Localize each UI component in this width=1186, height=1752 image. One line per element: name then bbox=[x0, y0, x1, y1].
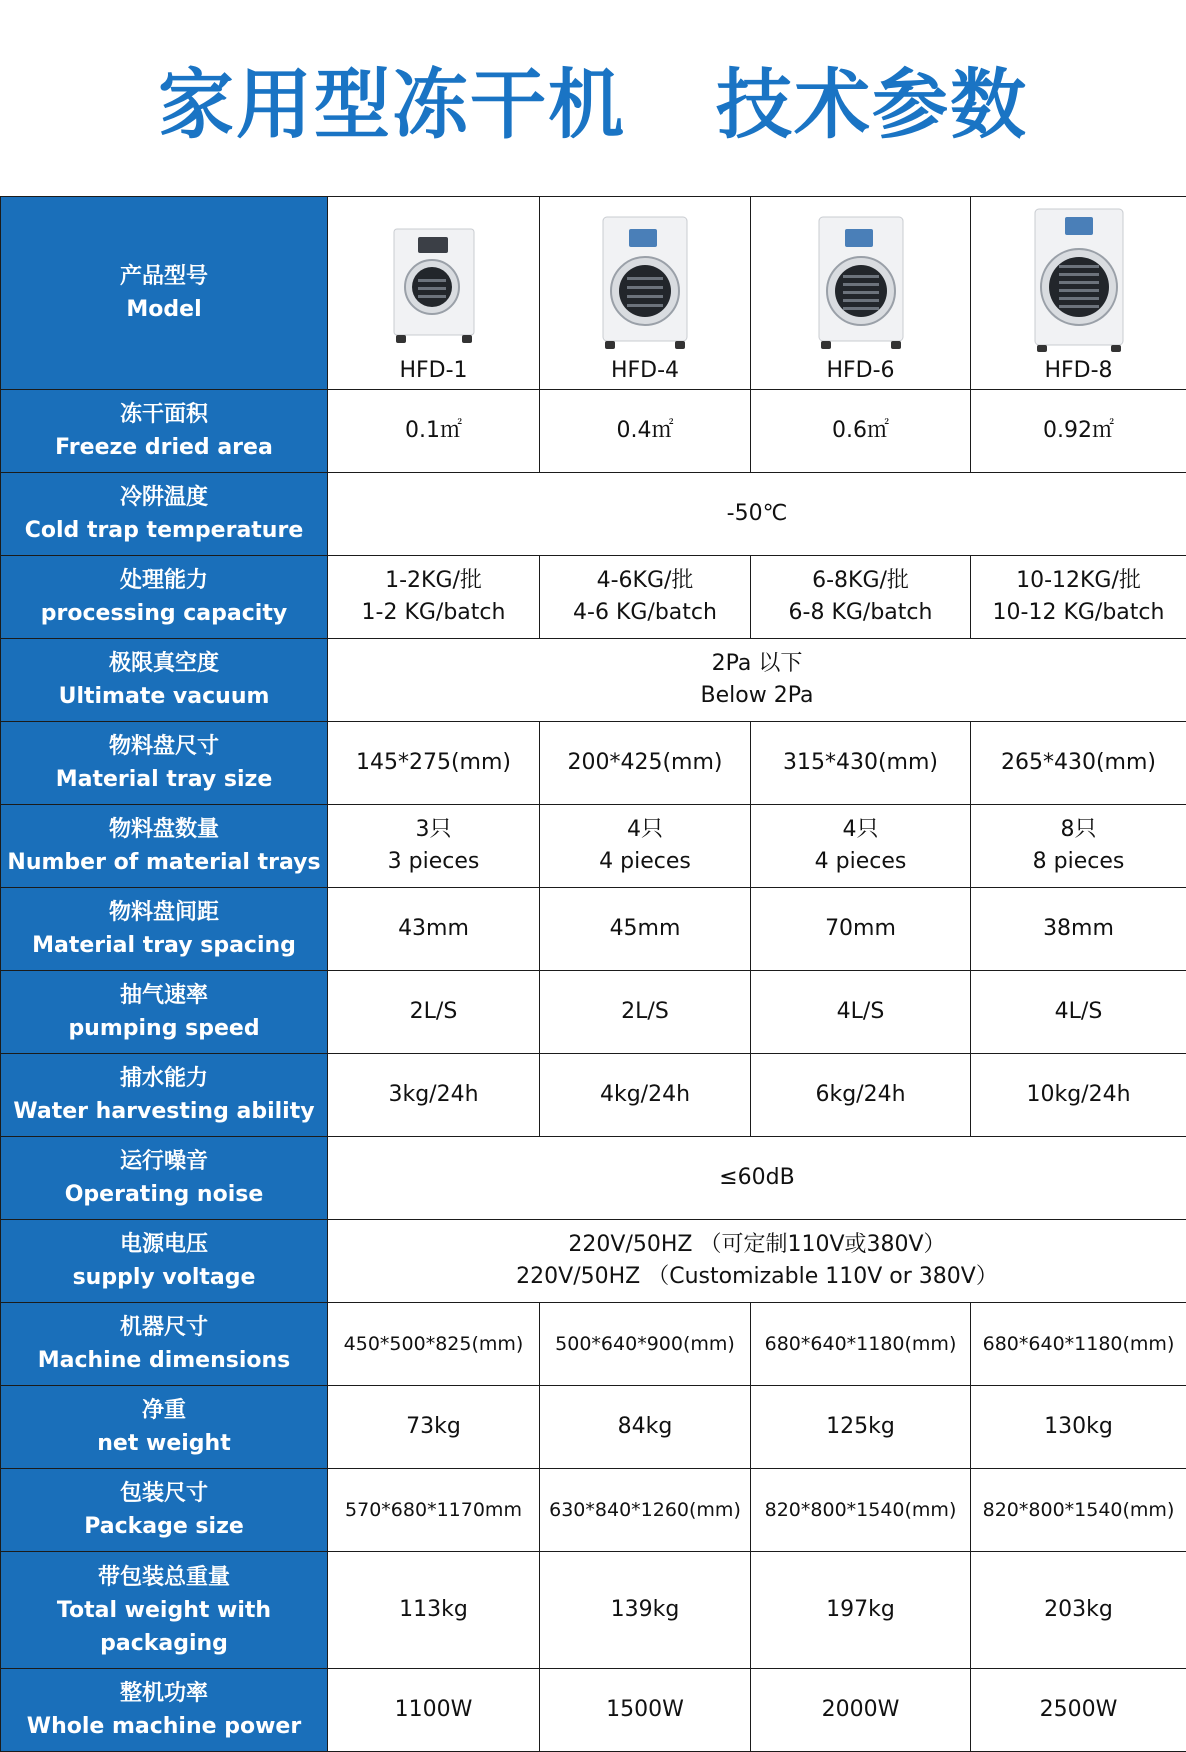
value-cell bbox=[540, 1303, 751, 1386]
row-label-en: Number of material trays bbox=[1, 846, 327, 879]
row-label bbox=[1, 1386, 328, 1469]
value-cell bbox=[971, 971, 1186, 1054]
table-row-model bbox=[1, 197, 1186, 390]
table-row bbox=[1, 556, 1186, 639]
row-label bbox=[1, 1137, 328, 1220]
cell-value: 4L/S bbox=[1055, 999, 1103, 1024]
row-label-zh: 机器尺寸 bbox=[1, 1311, 327, 1344]
cell-value: 10-12KG/批 bbox=[971, 565, 1186, 597]
cell-value: 4L/S bbox=[837, 999, 885, 1024]
value-cell bbox=[540, 1054, 751, 1137]
value-cell bbox=[540, 805, 751, 888]
value-cell bbox=[328, 556, 540, 639]
cell-value: 6-8 KG/batch bbox=[751, 597, 970, 629]
row-label-en: Model bbox=[1, 293, 327, 326]
spec-table bbox=[0, 196, 1186, 1752]
row-label-en: Operating noise bbox=[1, 1178, 327, 1211]
cell-value: 70mm bbox=[825, 916, 896, 941]
cell-value: 38mm bbox=[1043, 916, 1114, 941]
cell-value: 1-2KG/批 bbox=[328, 565, 539, 597]
value-cell bbox=[751, 556, 971, 639]
row-label-en: Material tray spacing bbox=[1, 929, 327, 962]
cell-value: ≤60dB bbox=[328, 1162, 1186, 1194]
value-cell bbox=[971, 1303, 1186, 1386]
cell-value: 1500W bbox=[606, 1697, 684, 1722]
cell-value: 4 pieces bbox=[751, 846, 970, 878]
row-label bbox=[1, 971, 328, 1054]
value-cell bbox=[971, 805, 1186, 888]
cell-value: 630*840*1260(mm) bbox=[549, 1499, 741, 1521]
cell-value: 45mm bbox=[610, 916, 681, 941]
table-row bbox=[1, 805, 1186, 888]
value-cell bbox=[971, 722, 1186, 805]
freeze-dryer-image bbox=[601, 215, 689, 351]
value-cell bbox=[540, 888, 751, 971]
cell-value: 8 pieces bbox=[971, 846, 1186, 878]
cell-value: 43mm bbox=[398, 916, 469, 941]
value-cell bbox=[751, 390, 971, 473]
row-label-en: packaging bbox=[1, 1627, 327, 1660]
cell-value: 113kg bbox=[399, 1597, 468, 1622]
cell-value: 125kg bbox=[826, 1414, 895, 1439]
model-cell-hfd-6 bbox=[751, 197, 971, 390]
table-row bbox=[1, 722, 1186, 805]
value-cell bbox=[971, 1669, 1186, 1752]
table-row bbox=[1, 1054, 1186, 1137]
row-label-en: net weight bbox=[1, 1427, 327, 1460]
cell-value: 315*430(mm) bbox=[783, 750, 938, 775]
value-cell bbox=[328, 1303, 540, 1386]
cell-value: 220V/50HZ （Customizable 110V or 380V） bbox=[328, 1261, 1186, 1293]
model-name: HFD-4 bbox=[540, 355, 750, 387]
table-row bbox=[1, 1469, 1186, 1552]
row-label-en: Cold trap temperature bbox=[1, 514, 327, 547]
value-cell bbox=[971, 1054, 1186, 1137]
row-label-zh: 冻干面积 bbox=[1, 398, 327, 431]
cell-value: 820*800*1540(mm) bbox=[983, 1499, 1175, 1521]
row-label bbox=[1, 473, 328, 556]
value-cell bbox=[751, 805, 971, 888]
cell-value: 820*800*1540(mm) bbox=[765, 1499, 957, 1521]
model-name: HFD-6 bbox=[751, 355, 970, 387]
value-cell bbox=[328, 805, 540, 888]
value-cell bbox=[971, 1386, 1186, 1469]
model-cell-hfd-8 bbox=[971, 197, 1186, 390]
row-label bbox=[1, 1303, 328, 1386]
row-label bbox=[1, 1669, 328, 1752]
cell-value: 0.4㎡ bbox=[617, 418, 674, 443]
value-cell bbox=[540, 1469, 751, 1552]
cell-value: 0.1㎡ bbox=[405, 418, 462, 443]
merged-value-cell bbox=[328, 1137, 1186, 1220]
value-cell bbox=[328, 390, 540, 473]
cell-value: 2L/S bbox=[621, 999, 669, 1024]
row-label-en: pumping speed bbox=[1, 1012, 327, 1045]
value-cell bbox=[540, 1386, 751, 1469]
row-label bbox=[1, 722, 328, 805]
cell-value: 500*640*900(mm) bbox=[555, 1333, 735, 1355]
cell-value: 4 pieces bbox=[540, 846, 750, 878]
row-label bbox=[1, 1054, 328, 1137]
row-label bbox=[1, 888, 328, 971]
row-label bbox=[1, 197, 328, 390]
merged-value-cell bbox=[328, 639, 1186, 722]
cell-value: 200*425(mm) bbox=[567, 750, 722, 775]
value-cell bbox=[328, 1054, 540, 1137]
row-label-en: Whole machine power bbox=[1, 1710, 327, 1743]
cell-value: 197kg bbox=[826, 1597, 895, 1622]
cell-value: 8只 bbox=[971, 814, 1186, 846]
cell-value: 4只 bbox=[540, 814, 750, 846]
row-label-zh: 电源电压 bbox=[1, 1228, 327, 1261]
model-cell-hfd-1 bbox=[328, 197, 540, 390]
row-label-zh: 物料盘数量 bbox=[1, 813, 327, 846]
freeze-dryer-image bbox=[392, 227, 476, 345]
value-cell bbox=[751, 1469, 971, 1552]
merged-value-cell bbox=[328, 1220, 1186, 1303]
model-name: HFD-8 bbox=[971, 355, 1186, 387]
cell-value: 0.92㎡ bbox=[1043, 418, 1114, 443]
cell-value: 10-12 KG/batch bbox=[971, 597, 1186, 629]
cell-value: 2000W bbox=[822, 1697, 900, 1722]
value-cell bbox=[751, 1669, 971, 1752]
row-label-en: Total weight with bbox=[1, 1594, 327, 1627]
table-row bbox=[1, 473, 1186, 556]
cell-value: 3kg/24h bbox=[388, 1082, 478, 1107]
cell-value: 73kg bbox=[406, 1414, 461, 1439]
value-cell bbox=[751, 1303, 971, 1386]
value-cell bbox=[328, 1669, 540, 1752]
cell-value: 2L/S bbox=[410, 999, 458, 1024]
value-cell bbox=[751, 1386, 971, 1469]
row-label-zh: 产品型号 bbox=[1, 260, 327, 293]
model-name: HFD-1 bbox=[328, 355, 539, 387]
row-label-zh: 极限真空度 bbox=[1, 647, 327, 680]
row-label bbox=[1, 639, 328, 722]
cell-value: 145*275(mm) bbox=[356, 750, 511, 775]
cell-value: 265*430(mm) bbox=[1001, 750, 1156, 775]
cell-value: 0.6㎡ bbox=[832, 418, 889, 443]
row-label-en: Ultimate vacuum bbox=[1, 680, 327, 713]
table-row bbox=[1, 971, 1186, 1054]
cell-value: 4-6 KG/batch bbox=[540, 597, 750, 629]
row-label-en: processing capacity bbox=[1, 597, 327, 630]
value-cell bbox=[971, 1552, 1186, 1669]
cell-value: 220V/50HZ （可定制110V或380V） bbox=[328, 1229, 1186, 1261]
value-cell bbox=[751, 971, 971, 1054]
cell-value: 1100W bbox=[395, 1697, 473, 1722]
value-cell bbox=[540, 390, 751, 473]
row-label-zh: 冷阱温度 bbox=[1, 481, 327, 514]
cell-value: 450*500*825(mm) bbox=[344, 1333, 524, 1355]
cell-value: 84kg bbox=[618, 1414, 673, 1439]
value-cell bbox=[751, 1552, 971, 1669]
row-label-zh: 净重 bbox=[1, 1394, 327, 1427]
cell-value: 139kg bbox=[611, 1597, 680, 1622]
cell-value: 680*640*1180(mm) bbox=[983, 1333, 1175, 1355]
row-label bbox=[1, 1220, 328, 1303]
cell-value: 680*640*1180(mm) bbox=[765, 1333, 957, 1355]
table-row bbox=[1, 1669, 1186, 1752]
value-cell bbox=[971, 888, 1186, 971]
cell-value: 6-8KG/批 bbox=[751, 565, 970, 597]
cell-value: -50℃ bbox=[328, 498, 1186, 530]
table-row bbox=[1, 888, 1186, 971]
cell-value: 6kg/24h bbox=[815, 1082, 905, 1107]
row-label bbox=[1, 390, 328, 473]
value-cell bbox=[971, 390, 1186, 473]
title-part2: 技术参数 bbox=[716, 44, 1028, 153]
row-label-en: Machine dimensions bbox=[1, 1344, 327, 1377]
value-cell bbox=[540, 1552, 751, 1669]
value-cell bbox=[540, 971, 751, 1054]
table-row bbox=[1, 1386, 1186, 1469]
row-label-zh: 处理能力 bbox=[1, 564, 327, 597]
cell-value: 570*680*1170mm bbox=[345, 1499, 522, 1521]
row-label-en: Freeze dried area bbox=[1, 431, 327, 464]
value-cell bbox=[328, 971, 540, 1054]
row-label-zh: 物料盘间距 bbox=[1, 896, 327, 929]
table-row bbox=[1, 639, 1186, 722]
value-cell bbox=[751, 722, 971, 805]
value-cell bbox=[971, 556, 1186, 639]
table-row bbox=[1, 390, 1186, 473]
cell-value: 1-2 KG/batch bbox=[328, 597, 539, 629]
value-cell bbox=[328, 722, 540, 805]
cell-value: 2Pa 以下 bbox=[328, 648, 1186, 680]
value-cell bbox=[751, 1054, 971, 1137]
value-cell bbox=[540, 722, 751, 805]
model-cell-hfd-4 bbox=[540, 197, 751, 390]
row-label-en: supply voltage bbox=[1, 1261, 327, 1294]
value-cell bbox=[540, 556, 751, 639]
cell-value: 3 pieces bbox=[328, 846, 539, 878]
freeze-dryer-image bbox=[817, 215, 905, 351]
row-label bbox=[1, 556, 328, 639]
cell-value: 130kg bbox=[1044, 1414, 1113, 1439]
freeze-dryer-image bbox=[1033, 207, 1125, 353]
row-label-zh: 包装尺寸 bbox=[1, 1477, 327, 1510]
value-cell bbox=[328, 1386, 540, 1469]
row-label-zh: 带包装总重量 bbox=[1, 1561, 327, 1594]
row-label-zh: 物料盘尺寸 bbox=[1, 730, 327, 763]
cell-value: 2500W bbox=[1040, 1697, 1118, 1722]
merged-value-cell bbox=[328, 473, 1186, 556]
row-label-zh: 整机功率 bbox=[1, 1677, 327, 1710]
value-cell bbox=[751, 888, 971, 971]
cell-value: 203kg bbox=[1044, 1597, 1113, 1622]
cell-value: 10kg/24h bbox=[1026, 1082, 1130, 1107]
value-cell bbox=[971, 1469, 1186, 1552]
table-row bbox=[1, 1552, 1186, 1669]
row-label bbox=[1, 805, 328, 888]
row-label-en: Material tray size bbox=[1, 763, 327, 796]
cell-value: 4-6KG/批 bbox=[540, 565, 750, 597]
cell-value: 3只 bbox=[328, 814, 539, 846]
page-title bbox=[0, 0, 1186, 196]
row-label-zh: 抽气速率 bbox=[1, 979, 327, 1012]
value-cell bbox=[328, 1552, 540, 1669]
cell-value: Below 2Pa bbox=[328, 680, 1186, 712]
row-label bbox=[1, 1469, 328, 1552]
row-label bbox=[1, 1552, 328, 1669]
row-label-en: Package size bbox=[1, 1510, 327, 1543]
table-row bbox=[1, 1303, 1186, 1386]
cell-value: 4只 bbox=[751, 814, 970, 846]
row-label-zh: 捕水能力 bbox=[1, 1062, 327, 1095]
value-cell bbox=[328, 1469, 540, 1552]
table-row bbox=[1, 1137, 1186, 1220]
value-cell bbox=[540, 1669, 751, 1752]
value-cell bbox=[328, 888, 540, 971]
row-label-en: Water harvesting ability bbox=[1, 1095, 327, 1128]
title-part1: 家用型冻干机 bbox=[158, 44, 626, 153]
cell-value: 4kg/24h bbox=[600, 1082, 690, 1107]
row-label-zh: 运行噪音 bbox=[1, 1145, 327, 1178]
table-row bbox=[1, 1220, 1186, 1303]
